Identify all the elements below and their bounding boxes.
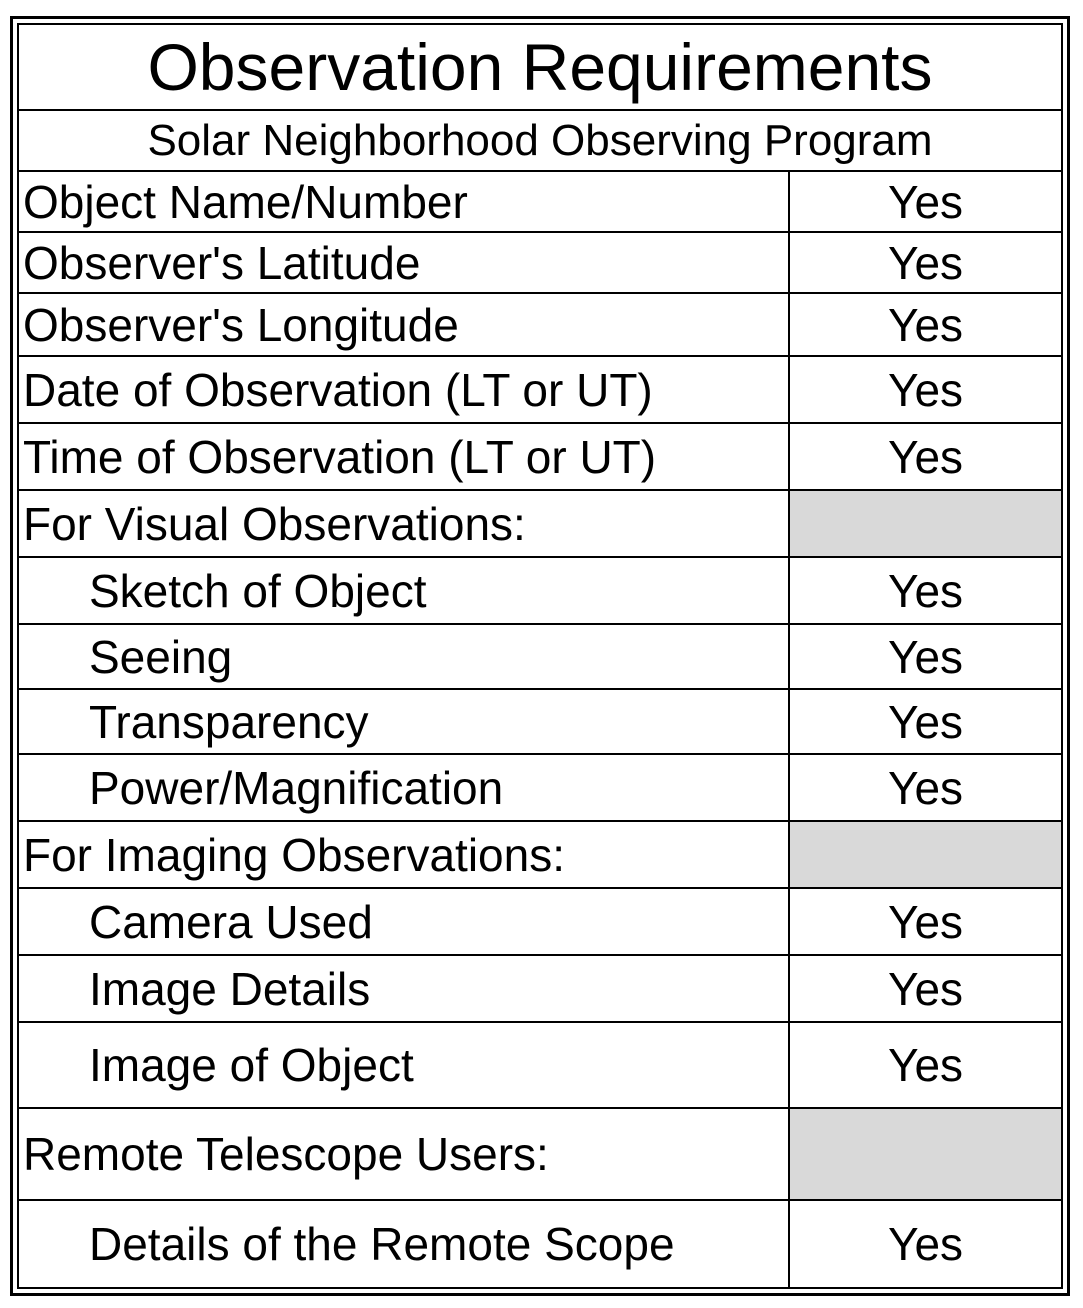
row-label-date: Date of Observation (LT or UT) — [19, 356, 789, 423]
row-label-time: Time of Observation (LT or UT) — [19, 423, 789, 490]
table-title: Observation Requirements — [19, 25, 1061, 110]
shaded-cell-visual — [789, 490, 1061, 557]
row-value-seeing: Yes — [789, 624, 1061, 689]
row-label-transparency: Transparency — [19, 689, 789, 754]
row-value-longitude: Yes — [789, 293, 1061, 356]
table-row — [19, 888, 1061, 955]
row-label-power: Power/Magnification — [19, 754, 789, 821]
table-row — [19, 232, 1061, 293]
row-label-object-name: Object Name/Number — [19, 171, 789, 232]
row-label-seeing: Seeing — [19, 624, 789, 689]
row-value-power: Yes — [789, 754, 1061, 821]
table-row — [19, 1022, 1061, 1108]
row-value-image-details: Yes — [789, 955, 1061, 1022]
row-label-latitude: Observer's Latitude — [19, 232, 789, 293]
title-row — [19, 25, 1061, 110]
table-row — [19, 423, 1061, 490]
row-label-image-details: Image Details — [19, 955, 789, 1022]
requirements-frame-inner — [17, 23, 1063, 1289]
row-value-object-name: Yes — [789, 171, 1061, 232]
table-subtitle: Solar Neighborhood Observing Program — [19, 110, 1061, 171]
subtitle-row — [19, 110, 1061, 171]
row-value-remote-scope: Yes — [789, 1200, 1061, 1287]
section-label-remote: Remote Telescope Users: — [19, 1108, 789, 1200]
table-row — [19, 171, 1061, 232]
shaded-cell-remote — [789, 1108, 1061, 1200]
section-label-imaging: For Imaging Observations: — [19, 821, 789, 888]
table-row — [19, 1200, 1061, 1287]
table-row — [19, 557, 1061, 624]
requirements-frame — [10, 16, 1070, 1296]
row-value-transparency: Yes — [789, 689, 1061, 754]
row-label-remote-scope: Details of the Remote Scope — [19, 1200, 789, 1287]
table-row — [19, 754, 1061, 821]
row-value-date: Yes — [789, 356, 1061, 423]
row-value-sketch: Yes — [789, 557, 1061, 624]
section-label-visual: For Visual Observations: — [19, 490, 789, 557]
row-label-sketch: Sketch of Object — [19, 557, 789, 624]
table-row — [19, 293, 1061, 356]
table-row — [19, 821, 1061, 888]
requirements-table — [19, 25, 1061, 1287]
shaded-cell-imaging — [789, 821, 1061, 888]
row-value-time: Yes — [789, 423, 1061, 490]
table-row — [19, 689, 1061, 754]
table-row — [19, 490, 1061, 557]
row-value-image-of-object: Yes — [789, 1022, 1061, 1108]
row-label-image-of-object: Image of Object — [19, 1022, 789, 1108]
table-row — [19, 356, 1061, 423]
table-row — [19, 955, 1061, 1022]
row-value-camera: Yes — [789, 888, 1061, 955]
row-label-camera: Camera Used — [19, 888, 789, 955]
table-row — [19, 1108, 1061, 1200]
row-value-latitude: Yes — [789, 232, 1061, 293]
row-label-longitude: Observer's Longitude — [19, 293, 789, 356]
table-row — [19, 624, 1061, 689]
